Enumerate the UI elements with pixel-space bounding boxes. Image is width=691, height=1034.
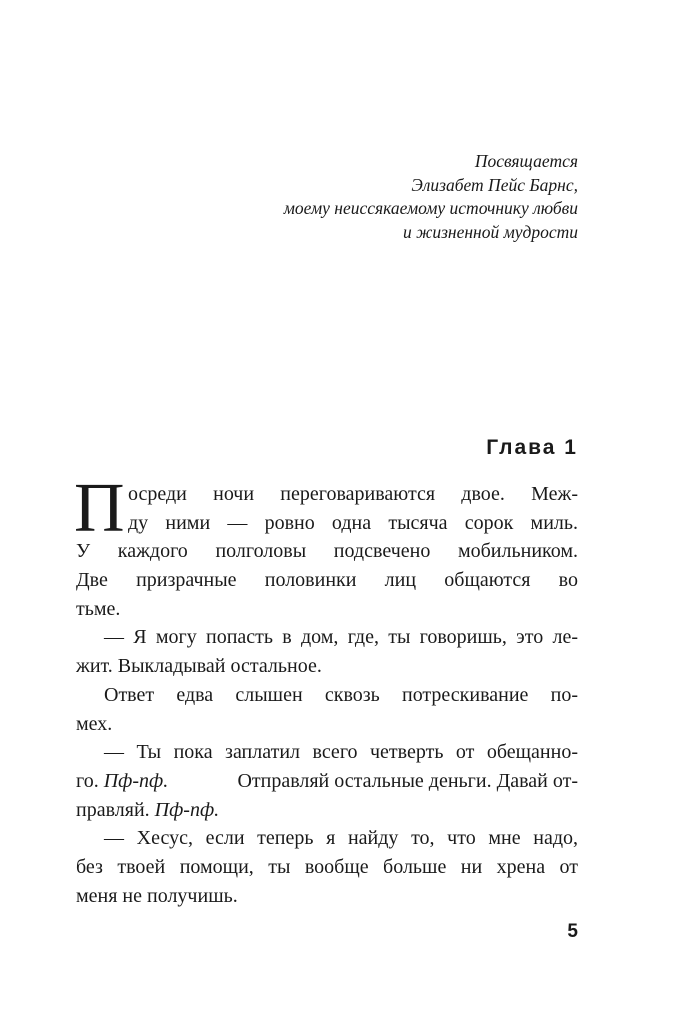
dedication	[284, 150, 578, 244]
italic-run: Пф-пф.	[154, 798, 220, 821]
text-run: го.	[76, 769, 104, 792]
dedication-line: моему неиссякаемому источнику любви	[283, 198, 578, 218]
italic-run: Пф-пф.	[103, 769, 169, 792]
text-line: Ответ едва слышен сквозь потрескивание по-	[104, 683, 578, 706]
dedication-line: Элизабет Пейс Барнс,	[411, 174, 578, 195]
text-run: правляй.	[76, 798, 155, 821]
dedication-line: и жизненной мудрости	[402, 221, 578, 242]
text-line: — Ты пока заплатил всего четверть от обещанно-	[104, 741, 578, 764]
page-number: 5	[567, 921, 578, 942]
drop-cap: П	[74, 470, 125, 547]
text-line: Две призрачные половинки лиц общаются во	[76, 569, 578, 592]
text-line	[76, 767, 578, 796]
body-text	[74, 470, 578, 910]
text-run: Отправляй остальные деньги. Давай от-	[232, 769, 578, 792]
text-line: жит. Выкладывай остальное.	[76, 655, 322, 678]
text-line: — Я могу попасть в дом, где, ты говоришь, это ле-	[104, 626, 578, 649]
text-line: ду ними — ровно одна тысяча сорок миль.	[128, 511, 578, 534]
text-line: У каждого полголовы подсвечено мобильником.	[76, 540, 578, 563]
text-line: мех.	[76, 712, 113, 735]
text-line: тьме.	[76, 597, 121, 620]
text-line: без твоей помощи, ты вообще больше ни хрена от	[76, 855, 578, 878]
dedication-line: Посвящается	[474, 151, 578, 171]
text-line: — Хесус, если теперь я найду то, что мне надо,	[104, 827, 578, 850]
text-line: меня не получишь.	[76, 884, 238, 907]
text-line: осреди ночи переговариваются двое. Меж-	[128, 483, 578, 505]
text-line	[76, 796, 578, 825]
text-run	[76, 767, 168, 796]
chapter-title: Глава 1	[486, 436, 578, 459]
